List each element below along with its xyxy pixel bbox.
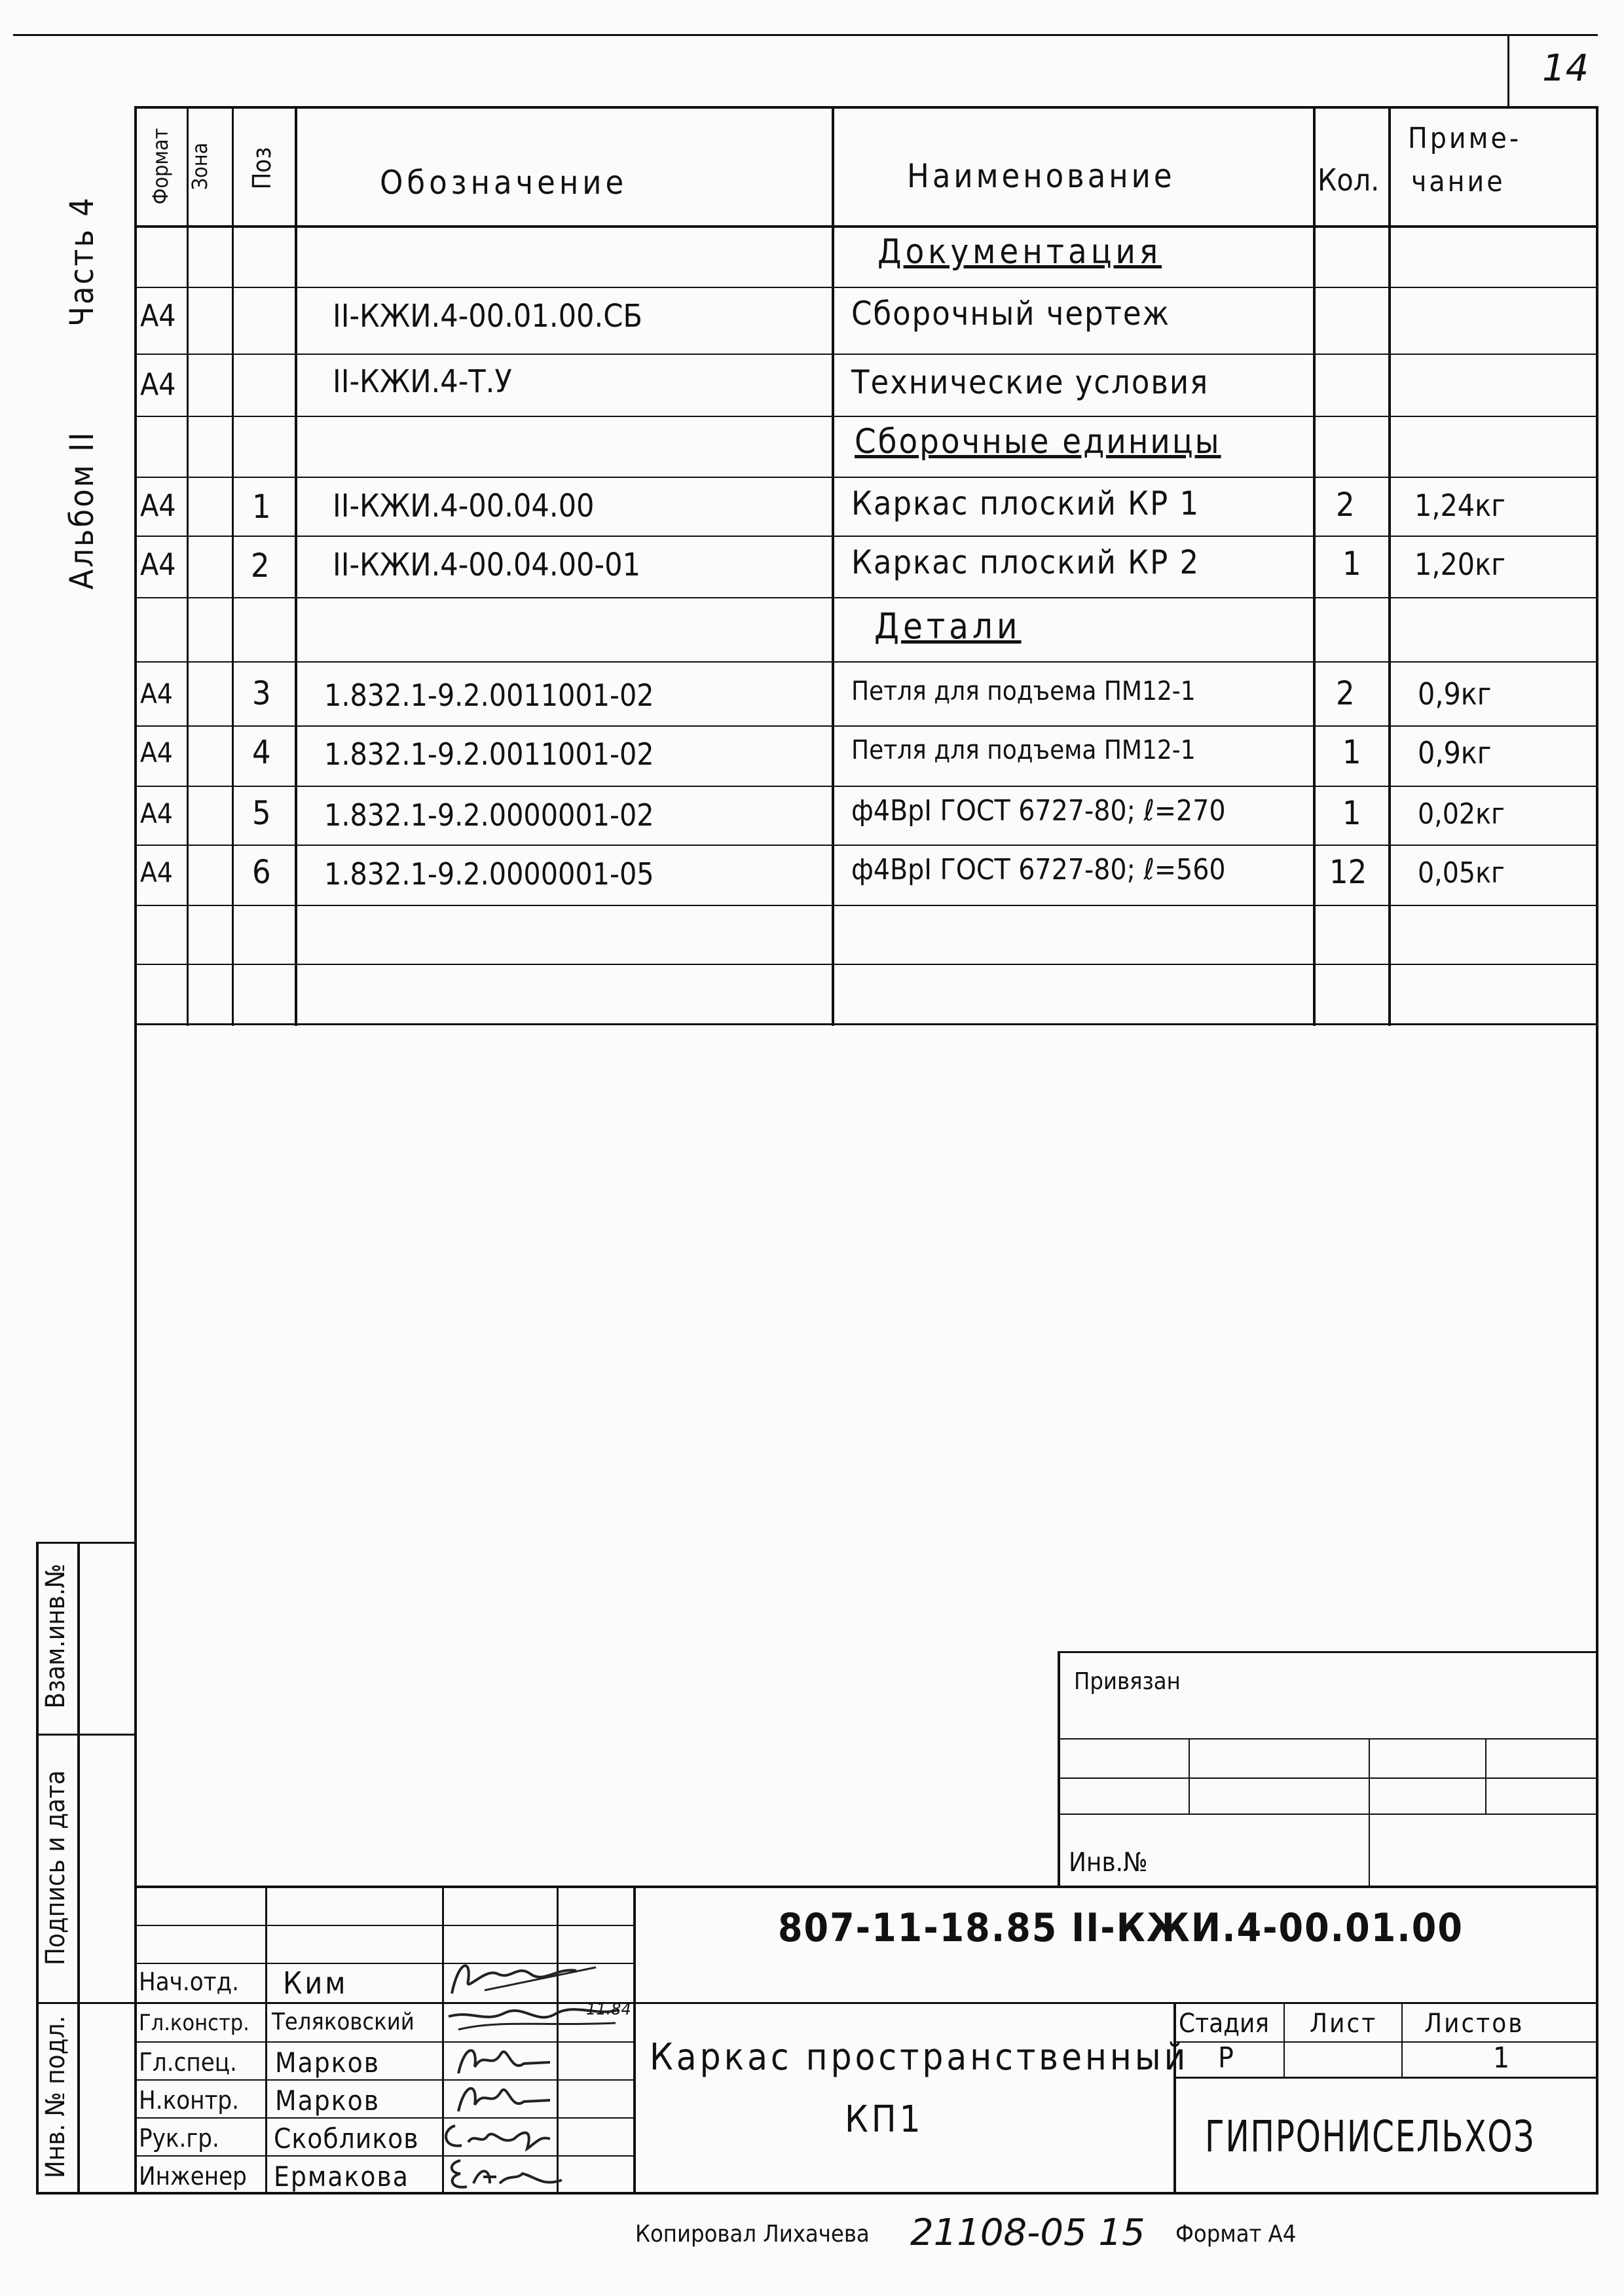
row-qty: 1 [1342, 545, 1361, 583]
row-name: ф4ВрI ГОСТ 6727-80; ℓ=270 [851, 794, 1226, 828]
row-note: 1,20кг [1414, 547, 1505, 582]
row-designation: II-КЖИ.4-00.04.00 [333, 488, 595, 524]
stage-value: Р [1218, 2041, 1234, 2075]
row-note: 0,9кг [1418, 735, 1492, 771]
staff-name: Скобликов [274, 2123, 419, 2155]
row-qty: 1 [1342, 733, 1361, 771]
section-title: Документация [877, 232, 1162, 272]
row-designation: 1.832.1-9.2.0000001-05 [324, 856, 654, 892]
row-format: А4 [140, 488, 176, 523]
row-note: 0,9кг [1418, 676, 1492, 712]
sheets-label: Листов [1424, 2009, 1524, 2039]
staff-name: Теляковский [272, 2009, 415, 2035]
organization-name: ГИПРОНИСЕЛЬХОЗ [1205, 2111, 1536, 2162]
signature-skoblikov [442, 2116, 553, 2155]
header-pos: Поз [248, 147, 276, 190]
header-note-2: чание [1411, 165, 1505, 198]
archive-number: 21108-05 15 [910, 2212, 1145, 2254]
row-format: А4 [140, 737, 173, 769]
staff-name: Марков [275, 2047, 380, 2079]
row-format: А4 [140, 797, 173, 829]
row-designation: II-КЖИ.4-00.01.00.СБ [333, 298, 643, 335]
signature-date: 11.84 [586, 2000, 631, 2018]
vzam-inv-label: Взам.инв.№ [41, 1563, 71, 1709]
header-zone: Зона [187, 142, 212, 191]
row-pos: 3 [252, 674, 271, 712]
row-format: А4 [140, 367, 176, 402]
row-designation: II-КЖИ.4-00.04.00-01 [333, 547, 641, 583]
row-pos: 5 [252, 794, 271, 832]
row-pos: 2 [251, 547, 270, 585]
staff-role: Гл.констр. [139, 2010, 249, 2036]
row-note: 0,05кг [1418, 856, 1505, 890]
row-name: Каркас плоский КР 1 [851, 484, 1200, 522]
staff-role: Гл.спец. [139, 2048, 237, 2077]
row-note: 0,02кг [1418, 797, 1505, 831]
staff-role: Нач.отд. [139, 1967, 240, 1996]
header-qty: Кол. [1318, 162, 1380, 198]
document-code: 807-11-18.85 II-КЖИ.4-00.01.00 [778, 1905, 1464, 1951]
document-subtitle: КП1 [845, 2098, 924, 2141]
sheet-label: Лист [1310, 2009, 1378, 2039]
row-designation: 1.832.1-9.2.0011001-02 [324, 678, 654, 713]
row-name: Технические условия [851, 363, 1209, 401]
signature-date-label: Подпись и дата [41, 1770, 71, 1966]
row-qty: 2 [1336, 674, 1355, 712]
row-designation: 1.832.1-9.2.0000001-02 [324, 797, 654, 833]
sheet-number: 14 [1542, 47, 1589, 90]
row-designation: II-КЖИ.4-Т.У [333, 363, 512, 400]
row-name: Каркас плоский КР 2 [851, 543, 1200, 581]
staff-name: Марков [275, 2085, 380, 2117]
privyazan-label: Привязан [1074, 1668, 1181, 1695]
header-designation: Обозначение [380, 164, 628, 202]
signature-markov-2 [452, 2075, 557, 2121]
sheets-value: 1 [1493, 2041, 1510, 2075]
row-qty: 2 [1336, 486, 1355, 524]
document-title: Каркас пространственный [650, 2036, 1189, 2079]
section-title: Сборочные единицы [855, 422, 1221, 462]
privyazan-inv-label: Инв.№ [1069, 1848, 1148, 1878]
row-name: ф4ВрI ГОСТ 6727-80; ℓ=560 [851, 853, 1226, 886]
row-pos: 4 [252, 733, 271, 771]
row-designation: 1.832.1-9.2.0011001-02 [324, 737, 654, 772]
part-label: Часть 4 [63, 196, 101, 327]
staff-role: Инженер [139, 2162, 247, 2191]
row-pos: 1 [252, 488, 271, 526]
row-name: Сборочный чертеж [851, 295, 1171, 333]
header-name: Наименование [907, 157, 1175, 195]
staff-name: Ермакова [274, 2160, 409, 2193]
album-label: Альбом II [63, 430, 101, 590]
row-note: 1,24кг [1414, 488, 1505, 523]
header-format: Формат [148, 128, 173, 205]
row-name: Петля для подъема ПМ12-1 [851, 676, 1196, 706]
signature-ermakova [444, 2154, 568, 2193]
signature-kim [445, 1954, 602, 2000]
staff-role: Н.контр. [139, 2086, 239, 2115]
inv-podl-label: Инв. № подл. [41, 2015, 71, 2179]
section-title: Детали [874, 606, 1022, 647]
header-note-1: Приме- [1408, 122, 1522, 155]
sheet-format: Формат А4 [1175, 2221, 1297, 2248]
row-format: А4 [140, 856, 173, 888]
row-qty: 1 [1342, 794, 1361, 832]
row-name: Петля для подъема ПМ12-1 [851, 735, 1196, 765]
row-format: А4 [140, 678, 173, 710]
row-pos: 6 [252, 853, 271, 891]
copied-by: Копировал Лихачева [635, 2221, 870, 2248]
stage-label: Стадия [1179, 2009, 1270, 2039]
staff-name: Ким [283, 1965, 348, 2001]
staff-role: Рук.гр. [139, 2124, 219, 2153]
row-format: А4 [140, 547, 176, 582]
row-qty: 12 [1329, 853, 1367, 891]
row-format: А4 [140, 298, 176, 333]
